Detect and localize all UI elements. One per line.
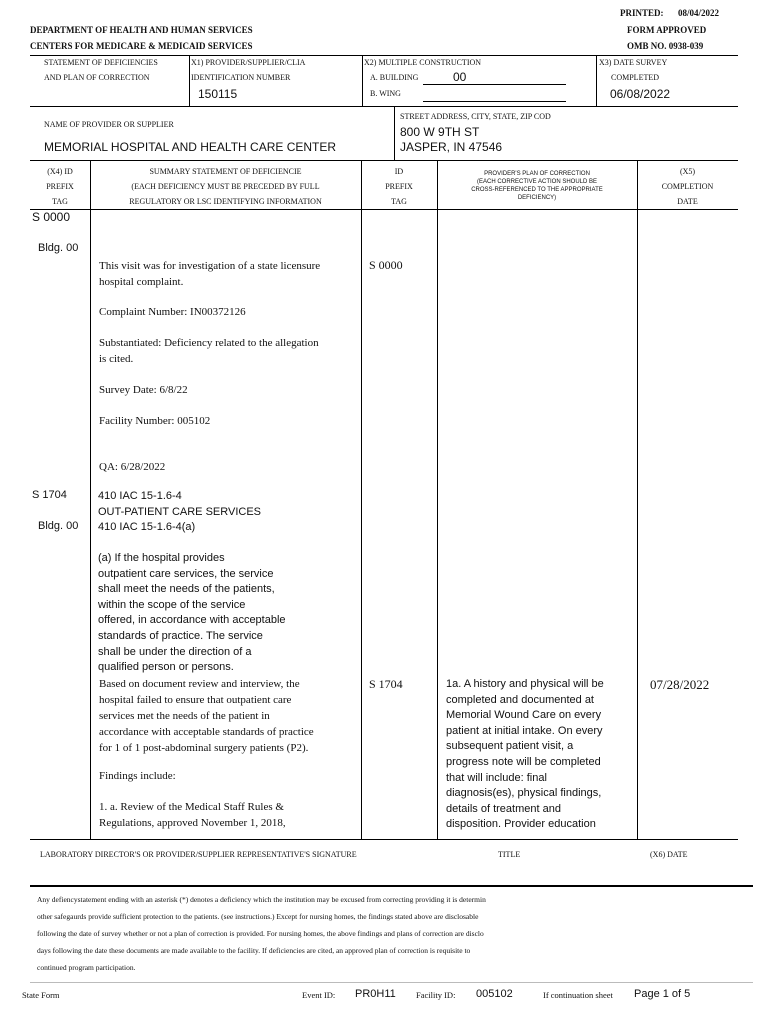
plan-cross-referenced: CROSS-REFERENCED TO THE APPROPRIATE (471, 187, 603, 193)
plan-of-correction-label: PROVIDER'S PLAN OF CORRECTION (484, 171, 590, 177)
facility-id-value: 005102 (476, 988, 513, 1000)
id-tag-label: TAG (391, 197, 407, 206)
plan-deficiency: DEFICIENCY) (517, 195, 557, 201)
provider-id-sublabel: IDENTIFICATION NUMBER (191, 73, 291, 82)
x4-prefix-label: PREFIX (46, 182, 74, 191)
regulation-citation: 410 IAC 15-1.6-4 OUT-PATIENT CARE SERVICES 410 IAC 15-1.6-4(a) (98, 490, 261, 534)
provider-name-label: NAME OF PROVIDER OR SUPPLIER (44, 120, 174, 129)
id-prefix-label: PREFIX (385, 182, 413, 191)
continuation-sheet-label: If continuation sheet (543, 990, 613, 1000)
x6-date-label: (X6) DATE (650, 850, 688, 859)
footer-divider (30, 982, 753, 983)
centers-title: CENTERS FOR MEDICARE & MEDICAID SERVICES (30, 41, 253, 51)
date-label: DATE (677, 197, 698, 206)
printed-label: PRINTED: (620, 8, 664, 18)
complaint-number: Complaint Number: IN00372126 (99, 306, 246, 318)
facility-number: Facility Number: 005102 (99, 415, 211, 427)
department-title: DEPARTMENT OF HEALTH AND HUMAN SERVICES (30, 25, 253, 35)
completion-label: COMPLETION (661, 182, 714, 191)
x5-label: (X5) (679, 167, 696, 176)
column-header-bottom (30, 209, 738, 210)
survey-date: Survey Date: 6/8/22 (99, 384, 188, 396)
plan-label: AND PLAN OF CORRECTION (44, 73, 150, 82)
printed-date: 08/04/2022 (678, 8, 720, 18)
bldg-label-1: Bldg. 00 (38, 242, 79, 254)
survey-completed-date: 06/08/2022 (610, 87, 671, 101)
wing-underline (423, 101, 566, 102)
multiple-construction-label: X2) MULTIPLE CONSTRUCTION (364, 58, 482, 67)
regulation-body: (a) If the hospital provides outpatient care services, the service shall meet the needs of the patients, within the scope of the service offered, in accordance with acceptable standards of practice. The service shall be under the direction of a qualified person or persons. (98, 552, 286, 674)
body-bottom-border (30, 839, 738, 840)
building-underline (423, 84, 566, 85)
page-number: Page 1 of 5 (634, 988, 691, 1000)
tag-s0000: S 0000 (32, 210, 71, 224)
finding-statement: Based on document review and interview, the hospital failed to ensure that outpatient care services met the needs of the patient in accordance with acceptable standards of practice for 1 of 1 post-abdominal surgery patients (P2). (99, 678, 314, 754)
statement-label: STATEMENT OF DEFICIENCIES (44, 58, 158, 67)
id-tag-s0000: S 0000 (369, 258, 403, 272)
summary-regulatory-label: REGULATORY OR LSC IDENTIFYING INFORMATION (129, 197, 322, 206)
review-text: 1. a. Review of the Medical Staff Rules & Regulations, approved November 1, 2018, (99, 801, 286, 829)
qa-date: QA: 6/28/2022 (99, 461, 166, 473)
bldg-label-2: Bldg. 00 (38, 520, 79, 532)
plan-each-corrective: (EACH CORRECTIVE ACTION SHOULD BE (476, 179, 598, 185)
id-tag-s1704: S 1704 (369, 677, 403, 691)
date-survey-label: X3) DATE SURVEY (599, 58, 668, 67)
disclaimer-line-1: Any defiencystatement ending with an asterisk (*) denotes a deficiency which the institution may be excused from correcting providing it is determin (37, 895, 486, 904)
provider-name-value: MEMORIAL HOSPITAL AND HEALTH CARE CENTER (44, 140, 337, 154)
provider-id-label: X1) PROVIDER/SUPPLIER/CLIA (191, 58, 306, 67)
id-label: ID (394, 167, 404, 176)
provider-id-value: 150115 (198, 87, 238, 101)
disclaimer-line-2: other safegaurds provide sufficient protection to the patients. (see instructions.) Except for nursing homes, the findings stated above are disclosable (37, 912, 479, 921)
summary-sublabel: (EACH DEFICIENCY MUST BE PRECEDED BY FULL (131, 182, 320, 191)
completed-label: COMPLETED (611, 73, 659, 82)
event-id-label: Event ID: (302, 990, 336, 1000)
substantiated-text: Substantiated: Deficiency related to the allegation is cited. (99, 337, 319, 365)
building-label: A. BUILDING (370, 73, 419, 82)
title-label: TITLE (498, 850, 521, 859)
form-approved: FORM APPROVED (627, 25, 707, 35)
signature-bottom-border (30, 885, 753, 887)
facility-id-label: Facility ID: (416, 990, 456, 1000)
disclaimer-line-4: days following the date these documents are made available to the facility. If deficiencies are cited, an approved plan of correction is requisite to (37, 946, 471, 955)
completion-date: 07/28/2022 (650, 677, 710, 692)
provider-box-bottom (30, 160, 738, 161)
address-line-1: 800 W 9TH ST (400, 125, 480, 139)
top-box-border (30, 55, 738, 56)
state-form-label: State Form (22, 990, 60, 1000)
x4-id-label: (X4) ID (47, 167, 73, 176)
address-label: STREET ADDRESS, CITY, STATE, ZIP COD (400, 112, 551, 121)
building-value: 00 (453, 70, 467, 84)
plan-of-correction-text: 1a. A history and physical will be completed and documented at Memorial Wound Care on every patient at initial intake. On every subsequent patient visit, a progress note will be completed that will include: final diagnosis(es), physical findings, details of treatment and disposition. Provider education (446, 678, 604, 831)
address-line-2: JASPER, IN 47546 (400, 140, 503, 154)
top-box-border-bottom (30, 106, 738, 107)
disclaimer-line-3: following the date of survey whether or not a plan of correction is provided. For nursing homes, the above findings and plans of correction are disclo (37, 929, 484, 938)
visit-description: This visit was for investigation of a state licensure hospital complaint. (99, 260, 321, 288)
summary-label: SUMMARY STATEMENT OF DEFICIENCIE (149, 167, 302, 176)
disclaimer-line-5: continued program participation. (37, 963, 136, 972)
lab-director-signature-label: LABORATORY DIRECTOR'S OR PROVIDER/SUPPLIER REPRESENTATIVE'S SIGNATURE (40, 850, 357, 859)
omb-number: OMB NO. 0938-039 (627, 41, 704, 51)
event-id-value: PR0H11 (355, 988, 396, 1000)
wing-label: B. WING (370, 89, 401, 98)
x4-tag-label: TAG (52, 197, 68, 206)
findings-include: Findings include: (99, 770, 176, 782)
tag-s1704: S 1704 (32, 489, 67, 501)
